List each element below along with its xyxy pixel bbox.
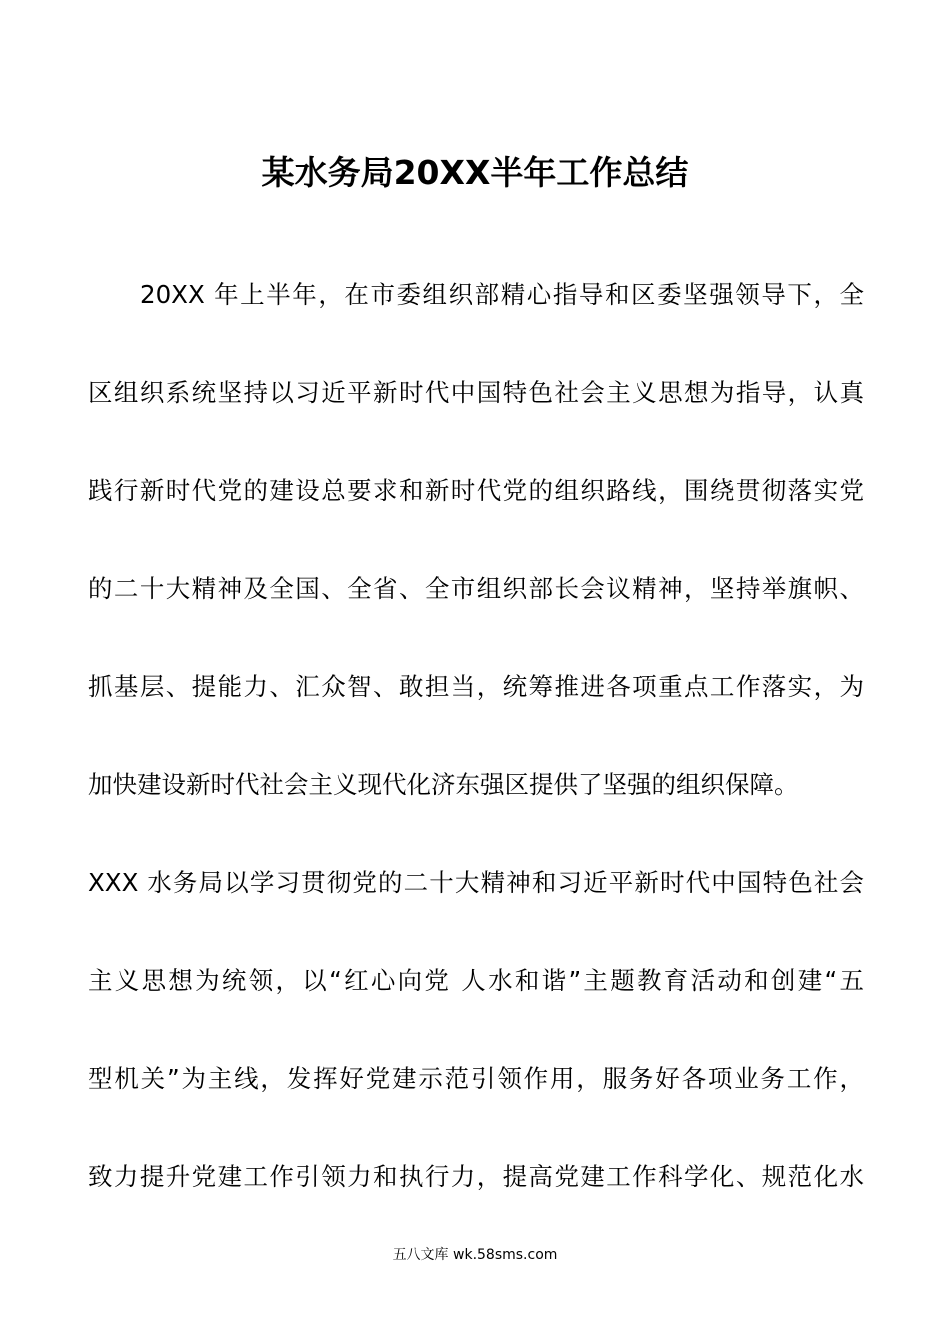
paragraph-line: 抓基层、提能力、汇众智、敢担当，统筹推进各项重点工作落实，为	[88, 672, 864, 701]
document-title: 某水务局20XX半年工作总结	[261, 153, 689, 192]
paragraph-line: 践行新时代党的建设总要求和新时代党的组织路线，围绕贯彻落实党	[88, 476, 864, 505]
footer-watermark: 五八文库 wk.58sms.com	[392, 1247, 558, 1263]
paragraph-line: 型机关”为主线，发挥好党建示范引领作用，服务好各项业务工作，	[88, 1064, 864, 1093]
paragraph-line: XXX 水务局以学习贯彻党的二十大精神和习近平新时代中国特色社会	[88, 868, 864, 897]
paragraph-line: 致力提升党建工作引领力和执行力，提高党建工作科学化、规范化水	[88, 1162, 864, 1191]
paragraph-line: 区组织系统坚持以习近平新时代中国特色社会主义思想为指导，认真	[88, 378, 864, 407]
paragraph-line: 的二十大精神及全国、全省、全市组织部长会议精神，坚持举旗帜、	[88, 574, 864, 603]
paragraph-line: 加快建设新时代社会主义现代化济东强区提供了坚强的组织保障。	[88, 770, 799, 799]
paragraph-line: 主义思想为统领，以“红心向党 人水和谐”主题教育活动和创建“五	[88, 966, 864, 995]
paragraph-line: 20XX 年上半年，在市委组织部精心指导和区委坚强领导下，全	[140, 280, 864, 309]
document-body	[88, 270, 864, 1250]
